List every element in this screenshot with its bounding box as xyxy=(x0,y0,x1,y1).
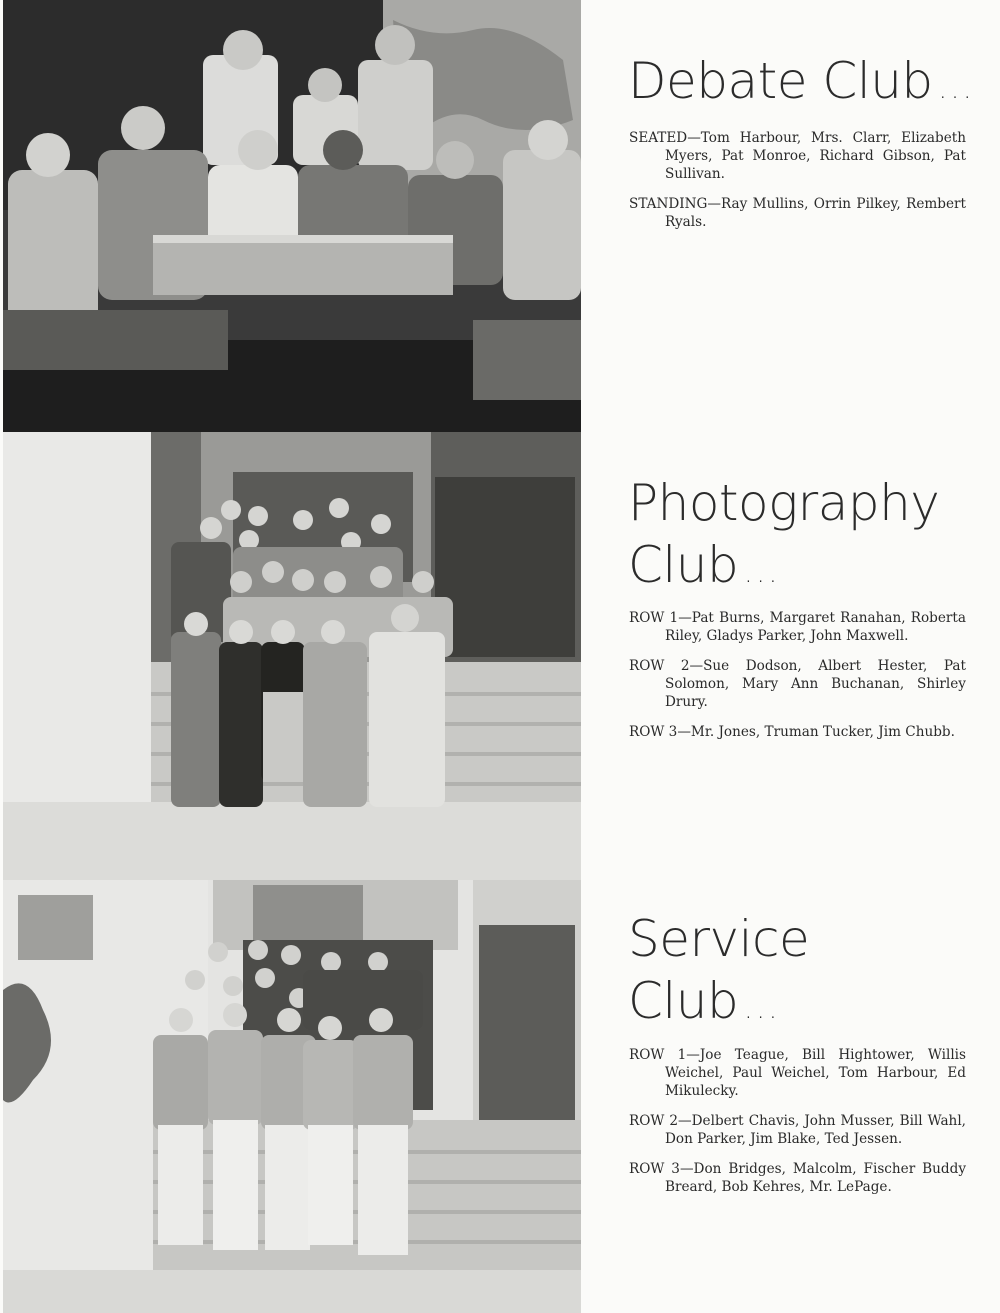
debate-club-photo xyxy=(3,0,581,432)
title-ellipsis: ... xyxy=(938,75,976,105)
title-ellipsis: ... xyxy=(744,995,782,1025)
caption-row-standing: STANDING—Ray Mullins, Orrin Pilkey, Rembert Ryals. xyxy=(629,196,966,230)
photography-club-photo xyxy=(3,432,581,880)
photography-club-title: Photography Club ... xyxy=(628,474,940,594)
caption-row-3: ROW 3—Don Bridges, Malcolm, Fischer Buddy Breard, Bob Kehres, Mr. LePage. xyxy=(629,1161,966,1195)
service-club-caption xyxy=(629,1046,966,1208)
debate-club-caption xyxy=(629,129,966,243)
caption-row-1: ROW 1—Joe Teague, Bill Hightower, Willis Weichel, Paul Weichel, Tom Harbour, Ed Mikulecky. xyxy=(629,1047,966,1099)
photography-club-caption xyxy=(629,609,966,753)
caption-row-3: ROW 3—Mr. Jones, Truman Tucker, Jim Chubb. xyxy=(629,724,955,740)
title-ellipsis: ... xyxy=(744,559,782,589)
service-club-photo xyxy=(3,880,581,1313)
caption-row-seated: SEATED—Tom Harbour, Mrs. Clarr, Elizabeth Myers, Pat Monroe, Richard Gibson, Pat Sullivan. xyxy=(629,130,966,182)
caption-row-2: ROW 2—Delbert Chavis, John Musser, Bill Wahl, Don Parker, Jim Blake, Ted Jessen. xyxy=(629,1113,966,1147)
caption-row-1: ROW 1—Pat Burns, Margaret Ranahan, Roberta Riley, Gladys Parker, John Maxwell. xyxy=(629,610,966,644)
caption-row-2: ROW 2—Sue Dodson, Albert Hester, Pat Solomon, Mary Ann Buchanan, Shirley Drury. xyxy=(629,658,966,710)
debate-club-title: Debate Club ... xyxy=(628,52,976,110)
service-club-title: Service Club ... xyxy=(628,910,810,1030)
